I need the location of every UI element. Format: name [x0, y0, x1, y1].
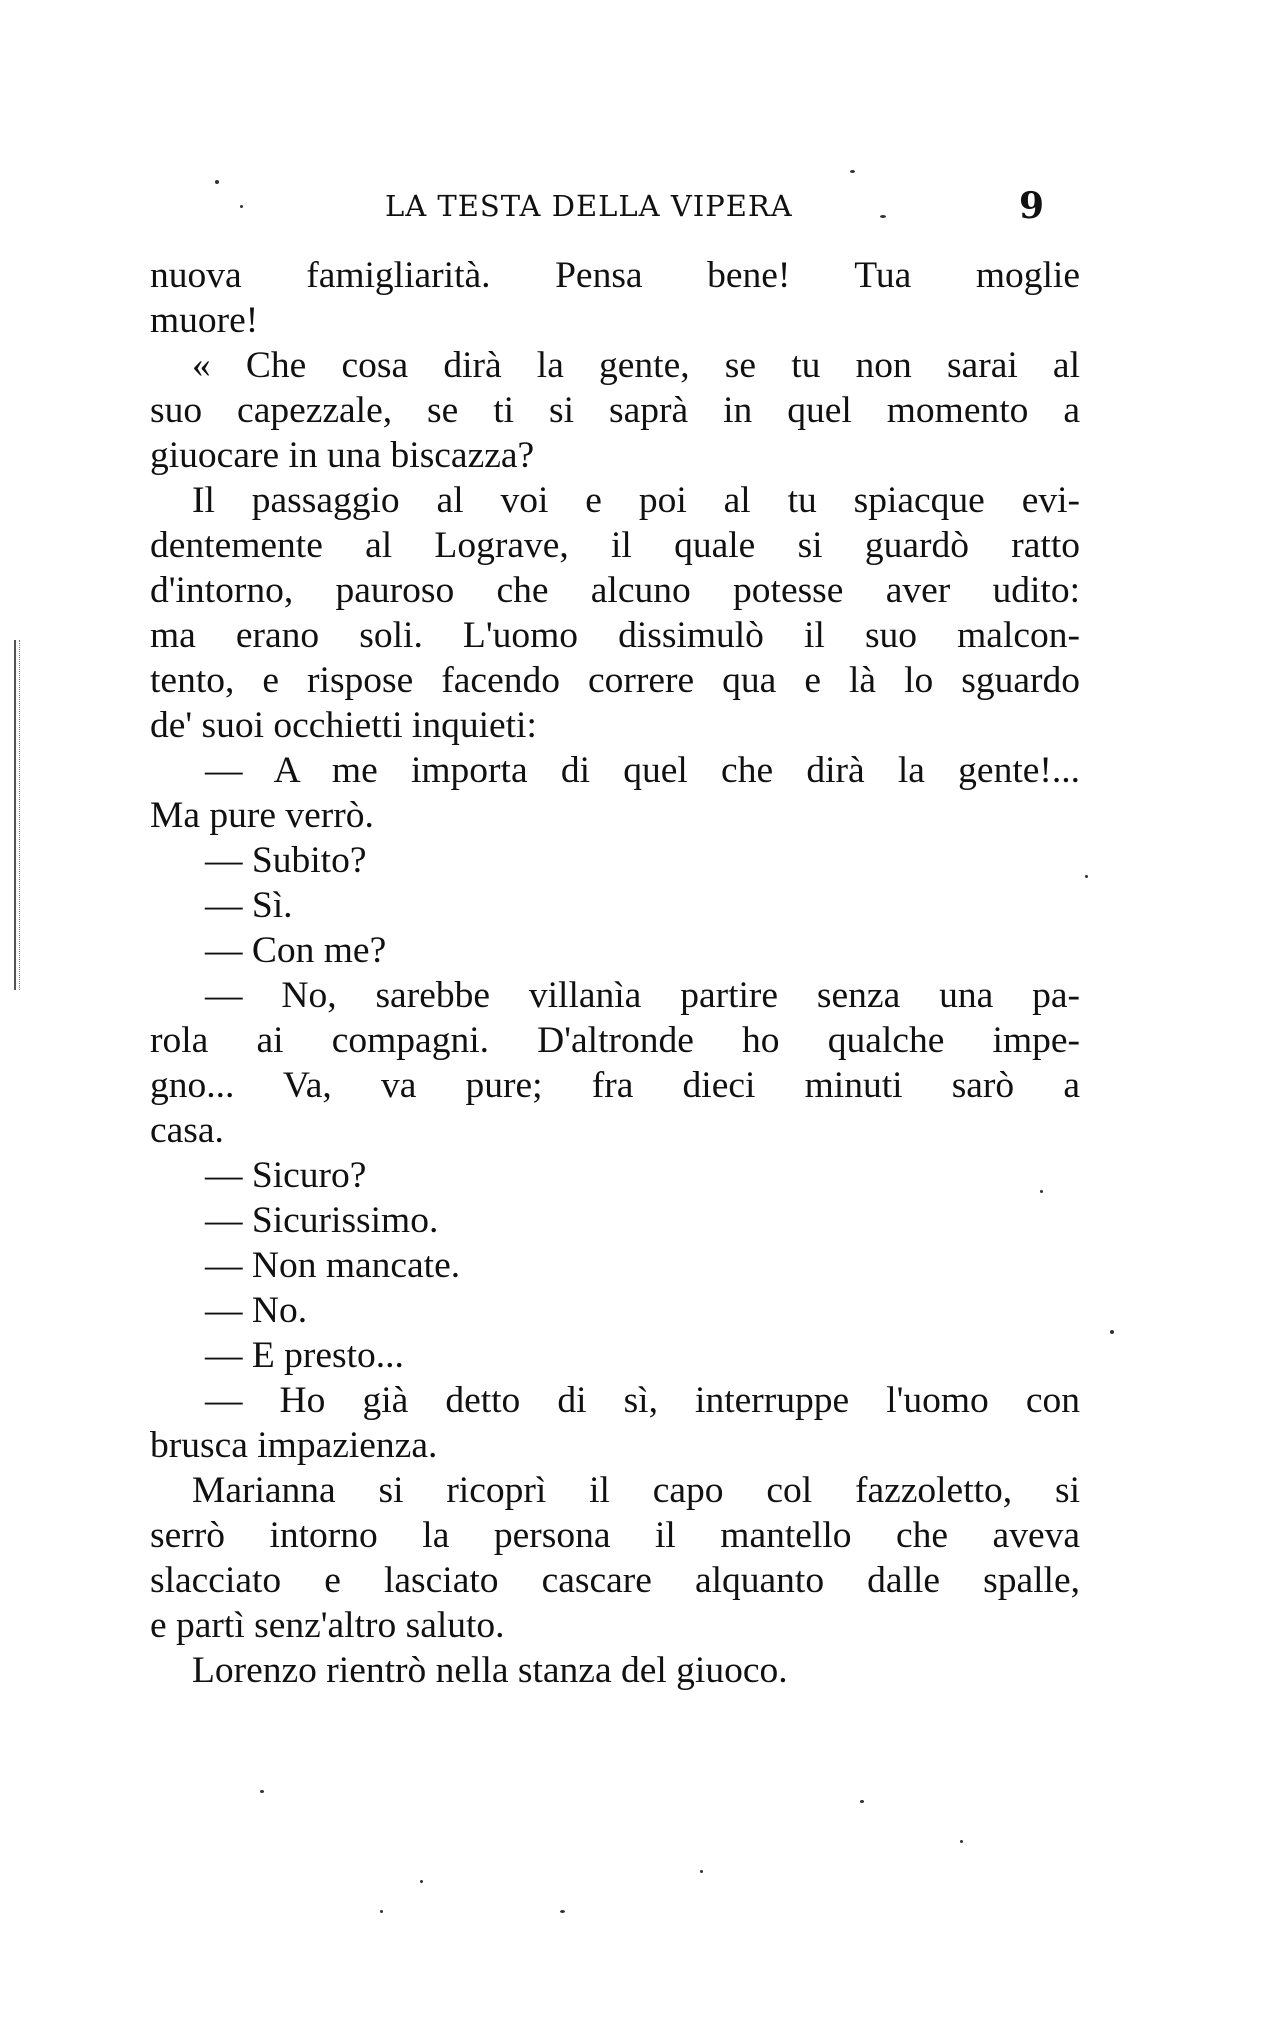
text-line: tento, e rispose facendo correre qua e là lo sguardo: [150, 660, 1080, 701]
scan-speck: [960, 1840, 963, 1843]
text-line: slacciato e lasciato cascare alquanto dalle spalle,: [150, 1560, 1080, 1601]
scan-speck: [700, 1870, 703, 1873]
scan-speck: [880, 215, 886, 218]
text-line: — Sì.: [205, 885, 293, 926]
scan-speck: [850, 170, 855, 173]
margin-binding-mark: [14, 640, 20, 990]
running-title: LA TESTA DELLA VIPERA: [385, 189, 793, 223]
scan-speck: [860, 1800, 864, 1803]
scan-speck: [240, 205, 243, 208]
text-line: — No.: [205, 1290, 308, 1331]
text-line: serrò intorno la persona il mantello che aveva: [150, 1515, 1080, 1556]
text-line: suo capezzale, se ti si saprà in quel momento a: [150, 390, 1080, 431]
scan-speck: [260, 1790, 264, 1793]
scan-speck: [1110, 1330, 1114, 1334]
text-line: brusca impazienza.: [150, 1425, 438, 1466]
text-line: — Subito?: [205, 840, 367, 881]
text-line: — A me importa di quel che dirà la gente!...: [205, 750, 1080, 791]
text-line: Il passaggio al voi e poi al tu spiacque evi-: [192, 480, 1080, 521]
text-line: — E presto...: [205, 1335, 404, 1376]
text-line: — No, sarebbe villanìa partire senza una pa-: [205, 975, 1080, 1016]
scan-speck: [1085, 875, 1088, 878]
text-line: gno... Va, va pure; fra dieci minuti sarò a: [150, 1065, 1080, 1106]
scan-speck: [420, 1880, 423, 1883]
text-line: Ma pure verrò.: [150, 795, 374, 836]
text-line: — Ho già detto di sì, interruppe l'uomo con: [205, 1380, 1080, 1421]
text-line: Marianna si ricoprì il capo col fazzoletto, si: [192, 1470, 1080, 1511]
scan-speck: [215, 180, 219, 184]
text-line: rola ai compagni. D'altronde ho qualche impe-: [150, 1020, 1080, 1061]
body-text: [150, 253, 1080, 1693]
text-line: giuocare in una biscazza?: [150, 435, 535, 476]
text-line: muore!: [150, 300, 259, 341]
text-line: nuova famigliarità. Pensa bene! Tua moglie: [150, 255, 1080, 296]
text-line: — Sicurissimo.: [205, 1200, 439, 1241]
scan-speck: [560, 1910, 565, 1913]
text-line: d'intorno, pauroso che alcuno potesse aver udito:: [150, 570, 1080, 611]
text-line: dentemente al Lograve, il quale si guardò ratto: [150, 525, 1080, 566]
text-line: ma erano soli. L'uomo dissimulò il suo malcon-: [150, 615, 1080, 656]
scan-speck: [380, 1910, 383, 1913]
text-line: — Sicuro?: [205, 1155, 367, 1196]
text-line: Lorenzo rientrò nella stanza del giuoco.: [192, 1650, 788, 1691]
scan-speck: [1040, 1190, 1043, 1193]
text-line: casa.: [150, 1110, 224, 1151]
text-line: — Non mancate.: [205, 1245, 461, 1286]
text-line: de' suoi occhietti inquieti:: [150, 705, 537, 746]
text-line: — Con me?: [205, 930, 387, 971]
text-line: « Che cosa dirà la gente, se tu non sarai al: [192, 345, 1080, 386]
page-header: [385, 185, 1045, 235]
page-number: 9: [1018, 185, 1045, 227]
text-line: e partì senz'altro saluto.: [150, 1605, 505, 1646]
